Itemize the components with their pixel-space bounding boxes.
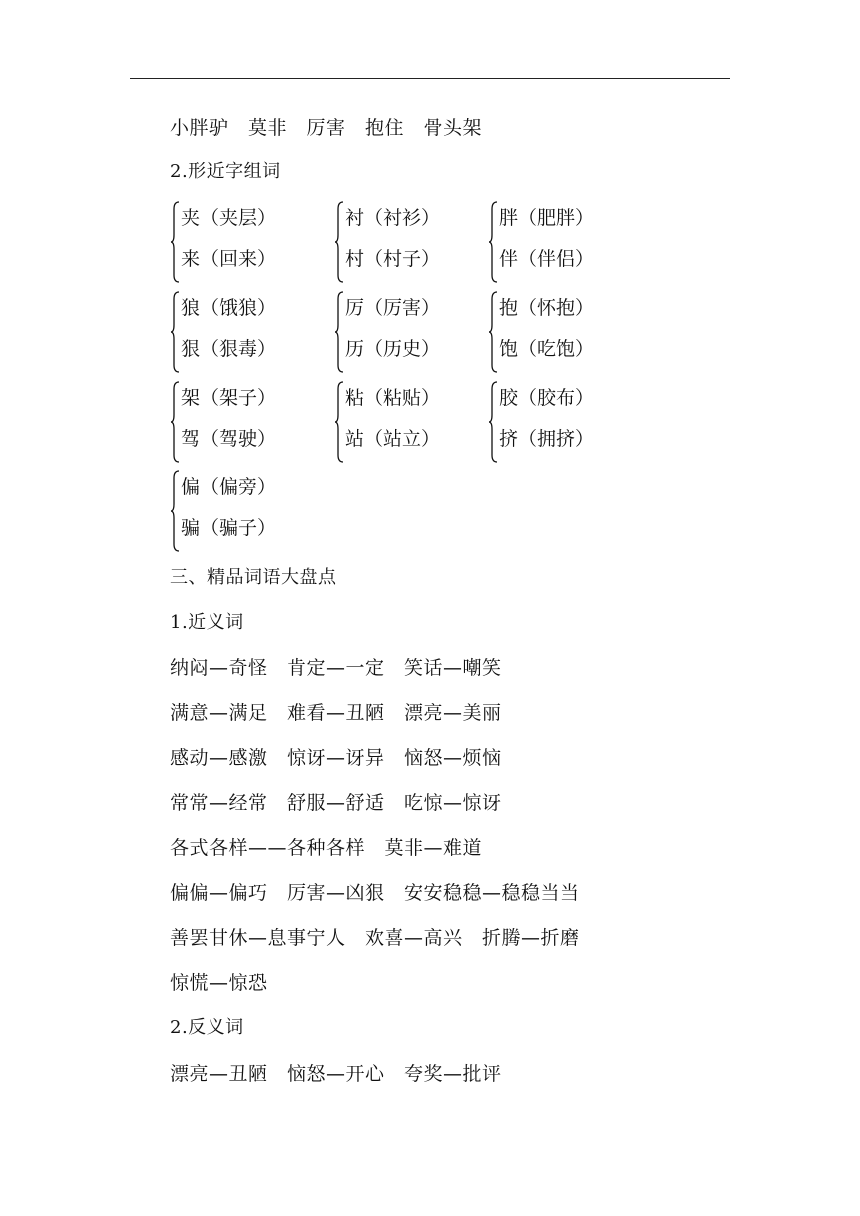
char-pair-second: 历（历史） — [345, 338, 441, 360]
synonym-line: 惊慌—惊恐 — [170, 972, 268, 994]
char-pair-second: 狠（狠毒） — [181, 338, 277, 360]
char-pair-second: 村（村子） — [345, 248, 441, 270]
brace-icon — [488, 381, 498, 463]
char-pair-second: 骗（骗子） — [181, 517, 277, 539]
brace-icon — [334, 381, 344, 463]
synonym-line: 善罢甘休—息事宁人 欢喜—高兴 折腾—折磨 — [170, 927, 580, 949]
header-rule — [130, 78, 730, 79]
brace-icon — [488, 201, 498, 283]
brace-icon — [170, 381, 180, 463]
brace-icon — [170, 470, 180, 552]
similar-chars-heading: 2.形近字组词 — [170, 161, 281, 182]
char-pair-second: 饱（吃饱） — [499, 338, 595, 360]
intro-word-list: 小胖驴 莫非 厉害 抱住 骨头架 — [170, 117, 483, 139]
synonyms-heading: 1.近义词 — [170, 612, 244, 633]
char-pair-first: 抱（怀抱） — [499, 297, 595, 319]
brace-icon — [170, 291, 180, 373]
char-pair-first: 架（架子） — [181, 387, 277, 409]
char-pair-second: 挤（拥挤） — [499, 428, 595, 450]
brace-icon — [334, 291, 344, 373]
char-pair-second: 伴（伴侣） — [499, 248, 595, 270]
char-pair-first: 夹（夹层） — [181, 207, 277, 229]
char-pair-second: 驾（驾驶） — [181, 428, 277, 450]
brace-icon — [334, 201, 344, 283]
char-pair-second: 来（回来） — [181, 248, 277, 270]
brace-icon — [488, 291, 498, 373]
char-pair-first: 偏（偏旁） — [181, 476, 277, 498]
antonym-line: 漂亮—丑陋 恼怒—开心 夸奖—批评 — [170, 1063, 502, 1085]
antonyms-heading: 2.反义词 — [170, 1017, 244, 1038]
synonym-line: 满意—满足 难看—丑陋 漂亮—美丽 — [170, 702, 502, 724]
char-pair-first: 胶（胶布） — [499, 387, 595, 409]
section-three-heading: 三、精品词语大盘点 — [170, 567, 337, 588]
synonym-line: 感动—感激 惊讶—讶异 恼怒—烦恼 — [170, 747, 502, 769]
synonym-line: 各式各样——各种各样 莫非—难道 — [170, 837, 483, 859]
char-pair-first: 衬（衬衫） — [345, 207, 441, 229]
char-pair-first: 狼（饿狼） — [181, 297, 277, 319]
char-pair-second: 站（站立） — [345, 428, 441, 450]
char-pair-first: 胖（肥胖） — [499, 207, 595, 229]
char-pair-first: 粘（粘贴） — [345, 387, 441, 409]
synonym-line: 常常—经常 舒服—舒适 吃惊—惊讶 — [170, 792, 502, 814]
synonym-line: 纳闷—奇怪 肯定—一定 笑话—嘲笑 — [170, 657, 502, 679]
synonym-line: 偏偏—偏巧 厉害—凶狠 安安稳稳—稳稳当当 — [170, 882, 580, 904]
char-pair-first: 厉（厉害） — [345, 297, 441, 319]
brace-icon — [170, 201, 180, 283]
